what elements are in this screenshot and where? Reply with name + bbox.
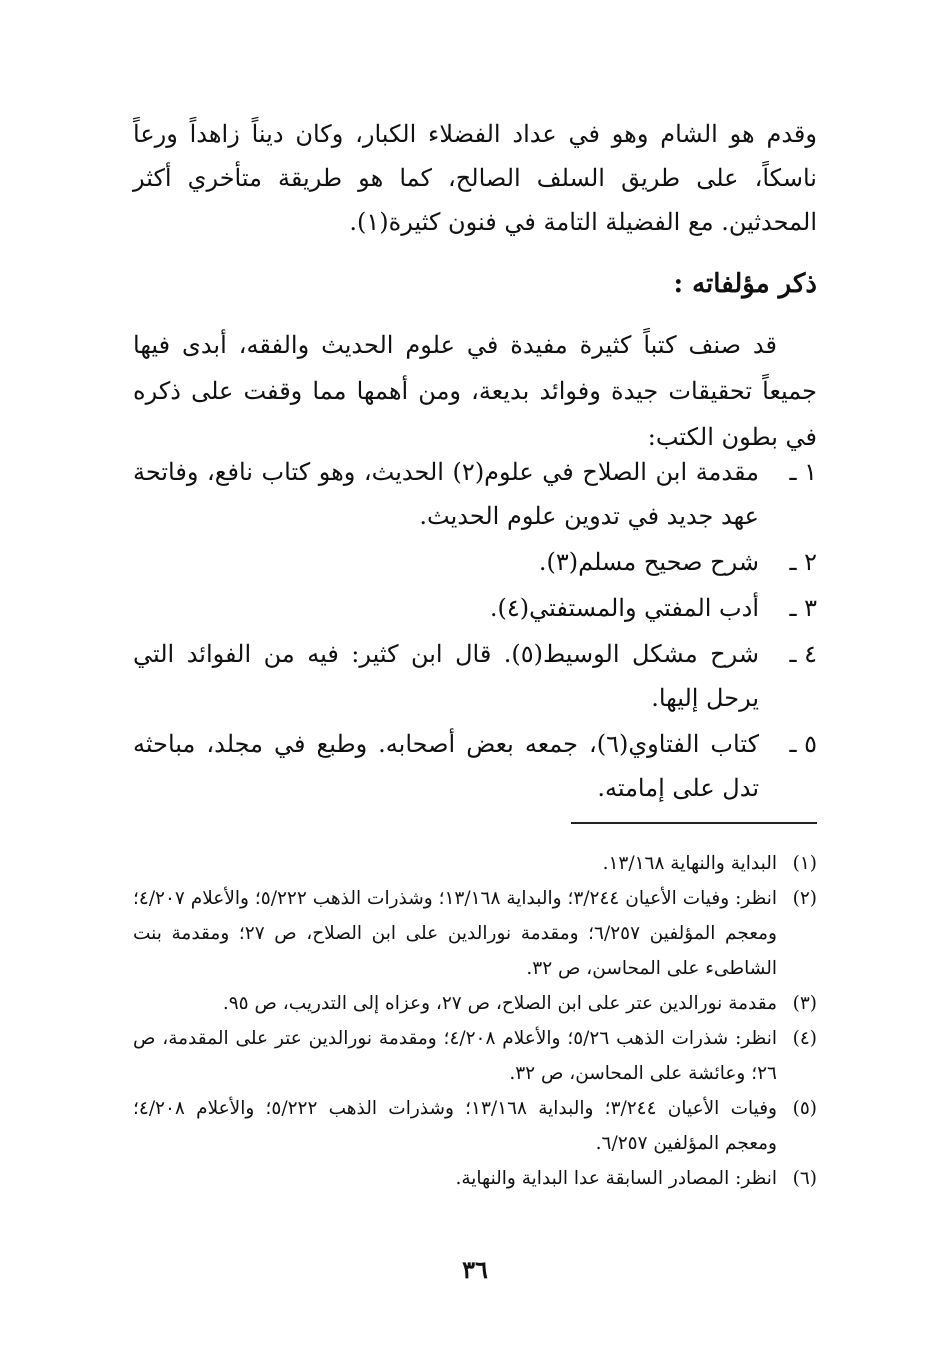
intro-paragraph: وقدم هو الشام وهو في عداد الفضلاء الكبار، وكان ديناً زاهداً ورعاً ناسكاً، على طريق السلف الصالح، كما هو طريقة متأخري أكثر المحدثين. مع الفضيلة التامة في فنون كثيرة(١). xyxy=(133,120,817,236)
work-number: ٢ ـ xyxy=(789,548,817,576)
work-text: أدب المفتي والمستفتي(٤). xyxy=(489,594,759,622)
work-number: ٥ ـ xyxy=(789,730,817,758)
work-text: شرح صحيح مسلم(٣). xyxy=(538,548,759,576)
page-number: ٣٦ xyxy=(462,1255,488,1284)
footnote-item xyxy=(133,846,817,881)
work-text: كتاب الفتاوي(٦)، جمعه بعض أصحابه. وطبع في مجلد، مباحثه تدل على إمامته. xyxy=(133,730,760,802)
footnote-item xyxy=(133,986,817,1021)
footnotes-list xyxy=(133,846,817,1196)
footnote-text: انظر: شذرات الذهب ٥/٢٦؛ والأعلام ٤/٢٠٨؛ ومقدمة نورالدين عتر على المقدمة، ص ٢٦؛ وعائشة على المحاسن، ص ٣٢. xyxy=(133,1028,777,1084)
footnote-text: البداية والنهاية ١٣/١٦٨. xyxy=(602,853,777,874)
footnote-number: (٢) xyxy=(792,888,817,909)
work-item xyxy=(133,540,817,584)
footnote-item xyxy=(133,1091,817,1161)
work-text: شرح مشكل الوسيط(٥). قال ابن كثير: فيه من الفوائد التي يرحل إليها. xyxy=(133,640,760,712)
footnote-divider xyxy=(571,822,817,824)
footnote-text: وفيات الأعيان ٣/٢٤٤؛ والبداية ١٣/١٦٨؛ وشذرات الذهب ٥/٢٢٢؛ والأعلام ٤/٢٠٨؛ ومعجم المؤلفين ٦/٢٥٧. xyxy=(133,1098,777,1154)
section-description: قد صنف كتباً كثيرة مفيدة في علوم الحديث والفقه، أبدى فيها جميعاً تحقيقات جيدة وفوائد بديعة، ومن أهمها مما وقفت على ذكره في بطون الكتب: xyxy=(133,331,817,451)
work-item xyxy=(133,586,817,630)
work-item xyxy=(133,722,817,810)
footnote-text: انظر: وفيات الأعيان ٣/٢٤٤؛ والبداية ١٣/١٦٨؛ وشذرات الذهب ٥/٢٢٢؛ والأعلام ٤/٢٠٧؛ ومعجم المؤلفين ٦/٢٥٧؛ ومقدمة نورالدين على ابن الصلاح، ص ٢٧؛ ومقدمة بنت الشاطىء على المحاسن، ص ٣٢. xyxy=(133,888,777,979)
footnote-item xyxy=(133,881,817,986)
work-item xyxy=(133,450,817,538)
works-list xyxy=(133,450,817,812)
work-text: مقدمة ابن الصلاح في علوم(٢) الحديث، وهو كتاب نافع، وفاتحة عهد جديد في تدوين علوم الحديث. xyxy=(133,458,760,530)
footnote-item xyxy=(133,1161,817,1196)
work-number: ٤ ـ xyxy=(789,640,817,668)
footnote-number: (٥) xyxy=(792,1098,817,1119)
footnote-text: مقدمة نورالدين عتر على ابن الصلاح، ص ٢٧، وعزاه إلى التدريب، ص ٩٥. xyxy=(222,993,777,1014)
footnote-number: (٦) xyxy=(792,1168,817,1189)
footnote-number: (٤) xyxy=(792,1028,817,1049)
footnote-number: (٣) xyxy=(792,993,817,1014)
section-heading: ذكر مؤلفاته : xyxy=(673,269,817,299)
work-item xyxy=(133,632,817,720)
footnote-text: انظر: المصادر السابقة عدا البداية والنهاية. xyxy=(455,1168,777,1189)
work-number: ١ ـ xyxy=(789,458,817,486)
footnote-number: (١) xyxy=(792,853,817,874)
footnote-item xyxy=(133,1021,817,1091)
work-number: ٣ ـ xyxy=(789,594,817,622)
intro-paragraph-block xyxy=(133,112,817,244)
